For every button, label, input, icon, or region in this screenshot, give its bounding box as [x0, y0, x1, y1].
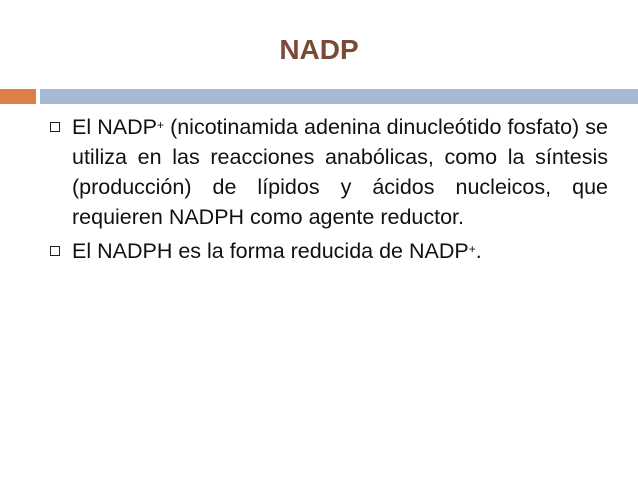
slide-title: NADP [279, 34, 359, 65]
square-bullet-icon [50, 122, 60, 132]
bullet-list [46, 112, 608, 270]
superscript-plus: + [468, 242, 476, 256]
bullet-text: (nicotinamida adenina dinucleótido fosfato) se utiliza en las reacciones anabólicas, como la síntesis (producción) de lípidos y ácidos nucleicos, que requieren NADPH como agente reductor. [72, 115, 608, 229]
title-rule-main [40, 89, 638, 104]
superscript-plus: + [156, 118, 164, 132]
title-rule-accent [0, 89, 36, 104]
square-bullet-icon [50, 246, 60, 256]
bullet-item [46, 112, 608, 232]
bullet-text-prefix: El NADPH es la forma reducida de NADP [72, 239, 469, 263]
bullet-text-prefix: El NADP [72, 115, 157, 139]
bullet-text: . [475, 239, 482, 263]
bullet-item [46, 236, 608, 266]
